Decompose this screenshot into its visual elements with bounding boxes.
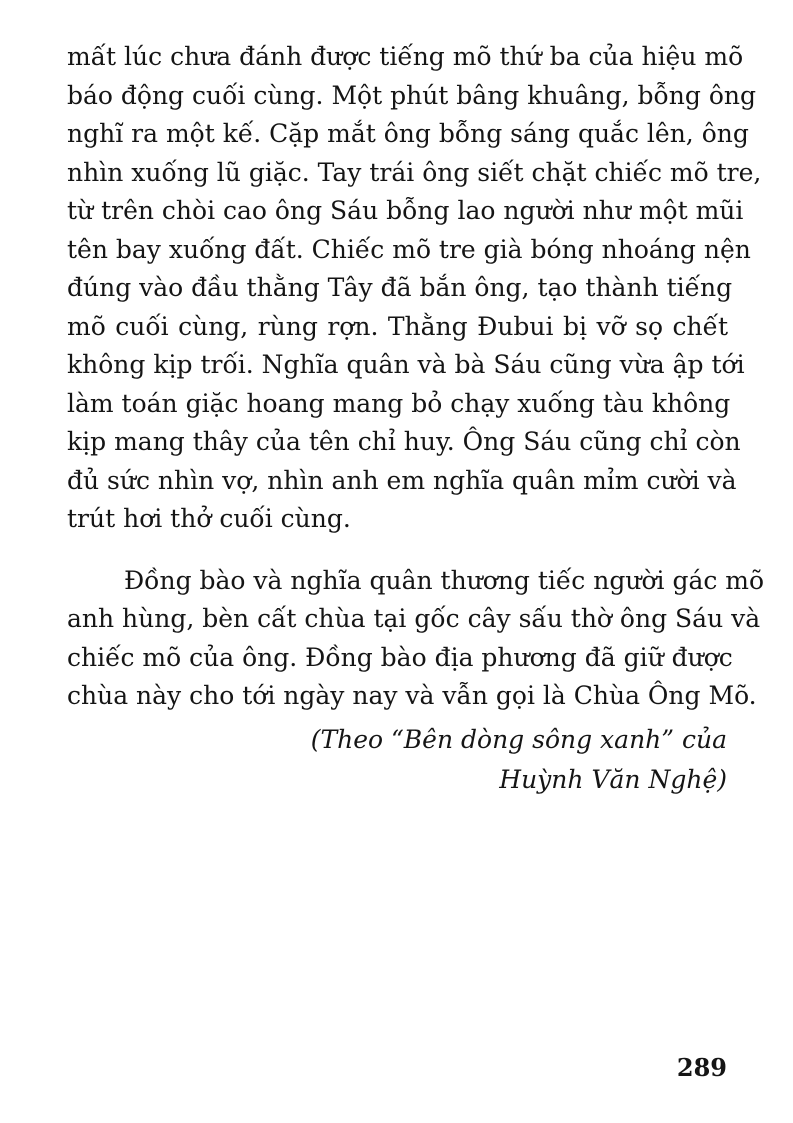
text-line: kịp mang thây của tên chỉ huy. Ông Sáu cũng chỉ còn [67, 427, 741, 456]
text-line: từ trên chòi cao ông Sáu bỗng lao người như một mũi [67, 196, 744, 225]
text-line: chùa này cho tới ngày nay và vẫn gọi là Chùa Ông Mõ. [67, 681, 757, 710]
text-line: đúng vào đầu thằng Tây đã bắn ông, tạo thành tiếng [67, 273, 733, 302]
text-line: trút hơi thở cuối cùng. [67, 504, 351, 533]
text-line: tên bay xuống đất. Chiếc mõ tre già bóng nhoáng nện [67, 234, 751, 264]
text-line: anh hùng, bèn cất chùa tại gốc cây sấu thờ ông Sáu và [67, 604, 761, 633]
citation-author: Huỳnh Văn Nghệ) [499, 765, 727, 794]
text-line: Đồng bào và nghĩa quân thương tiếc người gác mõ [124, 565, 765, 595]
text-line: báo động cuối cùng. Một phút bâng khuâng, bỗng ông [67, 80, 757, 110]
paragraph-1 [67, 38, 762, 539]
page-number: 289 [676, 1053, 727, 1082]
body-text [67, 38, 765, 716]
text-line: đủ sức nhìn vợ, nhìn anh em nghĩa quân mỉm cười và [67, 465, 737, 495]
paragraph-2 [67, 562, 765, 716]
text-line: mất lúc chưa đánh được tiếng mõ thứ ba của hiệu mõ [67, 42, 744, 71]
text-line: chiếc mõ của ông. Đồng bào địa phương đã giữ được [67, 642, 733, 672]
text-line: nhìn xuống lũ giặc. Tay trái ông siết chặt chiếc mõ tre, [67, 157, 762, 187]
text-line: nghĩ ra một kế. Cặp mắt ông bỗng sáng quắc lên, ông [67, 119, 749, 148]
text-line: không kịp trối. Nghĩa quân và bà Sáu cũng vừa ập tới [67, 350, 745, 379]
text-line: làm toán giặc hoang mang bỏ chạy xuống tàu không [67, 388, 731, 418]
citation-line: (Theo “Bên dòng sông xanh” của [310, 725, 727, 754]
source-citation [207, 720, 727, 800]
text-line: mõ cuối cùng, rùng rợn. Thằng Đubui bị vỡ sọ chết [67, 311, 728, 341]
